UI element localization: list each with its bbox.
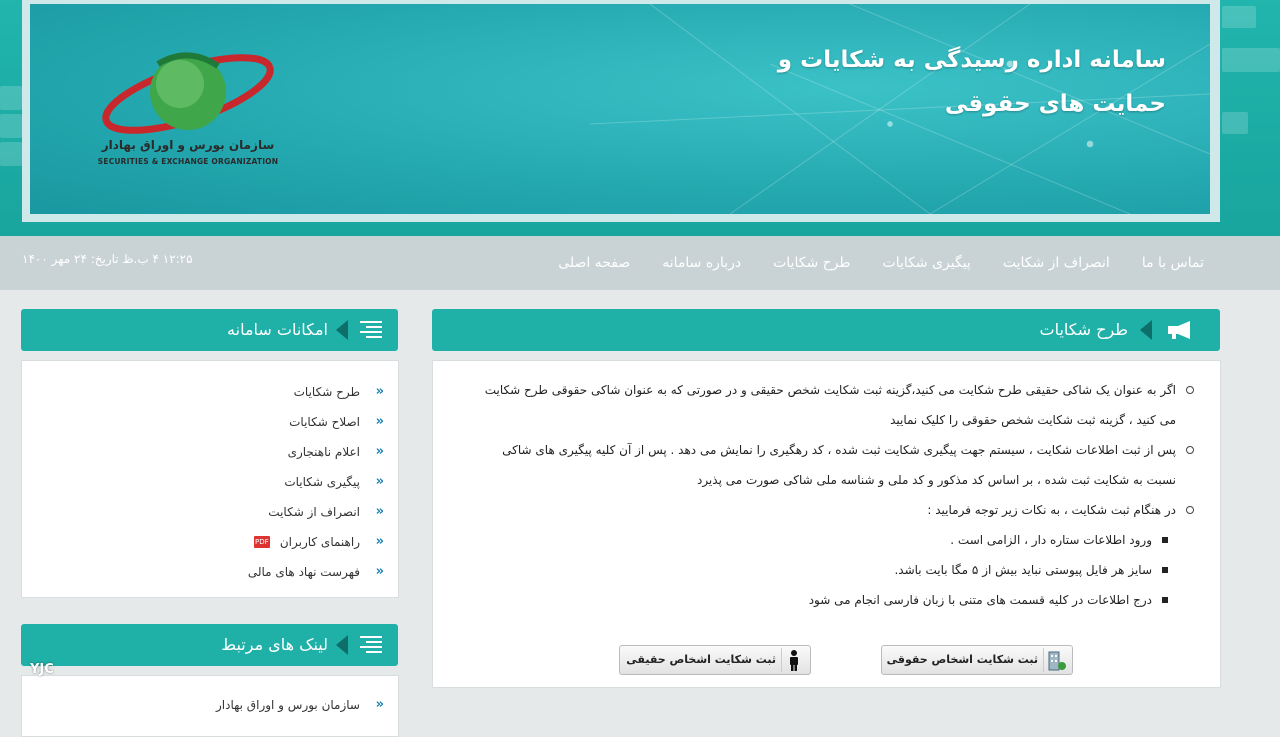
feature-label[interactable]: راهنمای کاربران: [279, 535, 360, 549]
decor-block: [1222, 6, 1256, 28]
nav-contact[interactable]: تماس با ما: [1141, 255, 1204, 271]
feature-label[interactable]: فهرست نهاد های مالی: [247, 565, 360, 579]
header-arrow-icon: [1140, 320, 1152, 340]
feature-track[interactable]: [248, 467, 384, 497]
sec-org-logo: [88, 36, 288, 176]
date-time: ۱۲:۲۵ ۴ ب.ظ تاریخ: ۲۴ مهر ۱۴۰۰: [22, 252, 193, 266]
square-bullet-icon: [1162, 537, 1168, 543]
nav-about[interactable]: درباره سامانه: [662, 255, 742, 271]
feature-submit[interactable]: [248, 377, 384, 407]
main-panel: [432, 360, 1221, 688]
site-title-line2: حمایت های حقوقی: [944, 91, 1166, 117]
double-chevron-icon: «: [375, 414, 384, 429]
features-panel: [21, 360, 399, 598]
natural-complaint-label[interactable]: ثبت شکایت اشخاص حقیقی: [626, 653, 776, 666]
double-chevron-icon: «: [375, 474, 384, 489]
list-icon: [360, 636, 382, 654]
feature-edit[interactable]: [248, 407, 384, 437]
header-arrow-icon: [336, 635, 348, 655]
nav-withdraw-complaint[interactable]: انصراف از شکایت: [1002, 255, 1110, 271]
double-chevron-icon: «: [375, 564, 384, 579]
decor-block: [0, 142, 22, 166]
banner: [22, 0, 1220, 222]
feature-institutions-list[interactable]: [248, 557, 384, 587]
feature-withdraw[interactable]: [248, 497, 384, 527]
site-title-line1: سامانه اداره رسیدگی به شکایات و: [777, 47, 1166, 73]
logo-text-persian: سازمان بورس و اوراق بهادار: [101, 138, 275, 152]
feature-user-guide[interactable]: [248, 527, 384, 557]
feature-label[interactable]: انصراف از شکایت: [268, 505, 360, 519]
note-item: سایز هر فایل پیوستی نباید بیش از ۵ مگا بایت باشد.: [474, 555, 1194, 585]
header-arrow-icon: [336, 320, 348, 340]
decor-block: [1222, 112, 1248, 134]
double-chevron-icon: «: [375, 534, 384, 549]
decor-block: [0, 114, 22, 138]
circle-bullet-icon: [1186, 506, 1194, 514]
feature-report-anomaly[interactable]: [248, 437, 384, 467]
double-chevron-icon: «: [375, 504, 384, 519]
note-item: درج اطلاعات در کلیه قسمت های متنی با زبان فارسی انجام می شود: [474, 585, 1194, 615]
double-chevron-icon: «: [375, 444, 384, 459]
decor-block: [1222, 48, 1280, 72]
feature-label[interactable]: اعلام ناهنجاری: [287, 445, 360, 459]
legal-complaint-label[interactable]: ثبت شکایت اشخاص حقوقی: [886, 653, 1038, 666]
instruction-item: در هنگام ثبت شکایت ، به نکات زیر توجه فرمایید :: [474, 495, 1194, 525]
circle-bullet-icon: [1186, 386, 1194, 394]
nav-menu: [526, 236, 1204, 290]
banner-image: [30, 4, 1210, 214]
square-bullet-icon: [1162, 567, 1168, 573]
megaphone-icon: [1166, 320, 1194, 340]
circle-bullet-icon: [1186, 446, 1194, 454]
main-panel-title: طرح شکایات: [1039, 320, 1128, 339]
features-panel-title: امکانات سامانه: [227, 320, 328, 339]
links-list: [216, 690, 384, 720]
double-chevron-icon: «: [375, 697, 384, 712]
feature-label[interactable]: طرح شکایات: [293, 385, 360, 399]
note-item: ورود اطلاعات ستاره دار ، الزامی است .: [474, 525, 1194, 555]
instruction-item: اگر به عنوان یک شاکی حقیقی طرح شکایت می کنید،گزینه ثبت شکایت شخص حقیقی و در صورتی که به عنوان شاکی حقوقی طرح شکایت می کنید ، گزینه ثبت شکایت شخص حقوقی را کلیک نمایید: [474, 375, 1194, 435]
logo-text-english: SECURITIES & EXCHANGE ORGANIZATION: [97, 157, 279, 166]
links-panel-header: [21, 624, 398, 666]
links-panel: [21, 675, 399, 737]
decor-block: [0, 86, 22, 110]
person-icon: [781, 648, 806, 672]
instruction-item: پس از ثبت اطلاعات شکایت ، سیستم جهت پیگیری شکایت ثبت شده ، کد رهگیری را نمایش می دهد . پس از آن کلیه پیگیری های شاکی نسبت به شکایت ثبت شده ، بر اساس کد مذکور و کد ملی و شناسه ملی شاکی صورت می پذیرد: [474, 435, 1194, 495]
list-icon: [360, 321, 382, 339]
yjc-watermark: YJC: [30, 662, 54, 677]
link-label[interactable]: سازمان بورس و اوراق بهادار: [215, 698, 360, 712]
square-bullet-icon: [1162, 597, 1168, 603]
links-panel-title: لینک های مرتبط: [221, 635, 328, 654]
nav-home[interactable]: صفحه اصلی: [558, 255, 631, 271]
site-title: [646, 38, 1166, 126]
nav-track-complaint[interactable]: پیگیری شکایات: [882, 255, 971, 271]
main-navbar: [0, 236, 1280, 290]
pdf-icon[interactable]: PDF: [255, 538, 269, 546]
nav-submit-complaint[interactable]: طرح شکایات: [773, 255, 851, 271]
feature-label[interactable]: اصلاح شکایات: [289, 415, 360, 429]
building-icon: [1043, 648, 1068, 672]
double-chevron-icon: «: [375, 384, 384, 399]
natural-complaint-button[interactable]: [619, 645, 811, 675]
features-panel-header: [21, 309, 398, 351]
link-sec-org[interactable]: [216, 690, 384, 720]
features-list: [248, 377, 384, 587]
legal-complaint-button[interactable]: [881, 645, 1073, 675]
instructions: [474, 375, 1194, 615]
main-panel-header: [432, 309, 1220, 351]
feature-label[interactable]: پیگیری شکایات: [284, 475, 360, 489]
